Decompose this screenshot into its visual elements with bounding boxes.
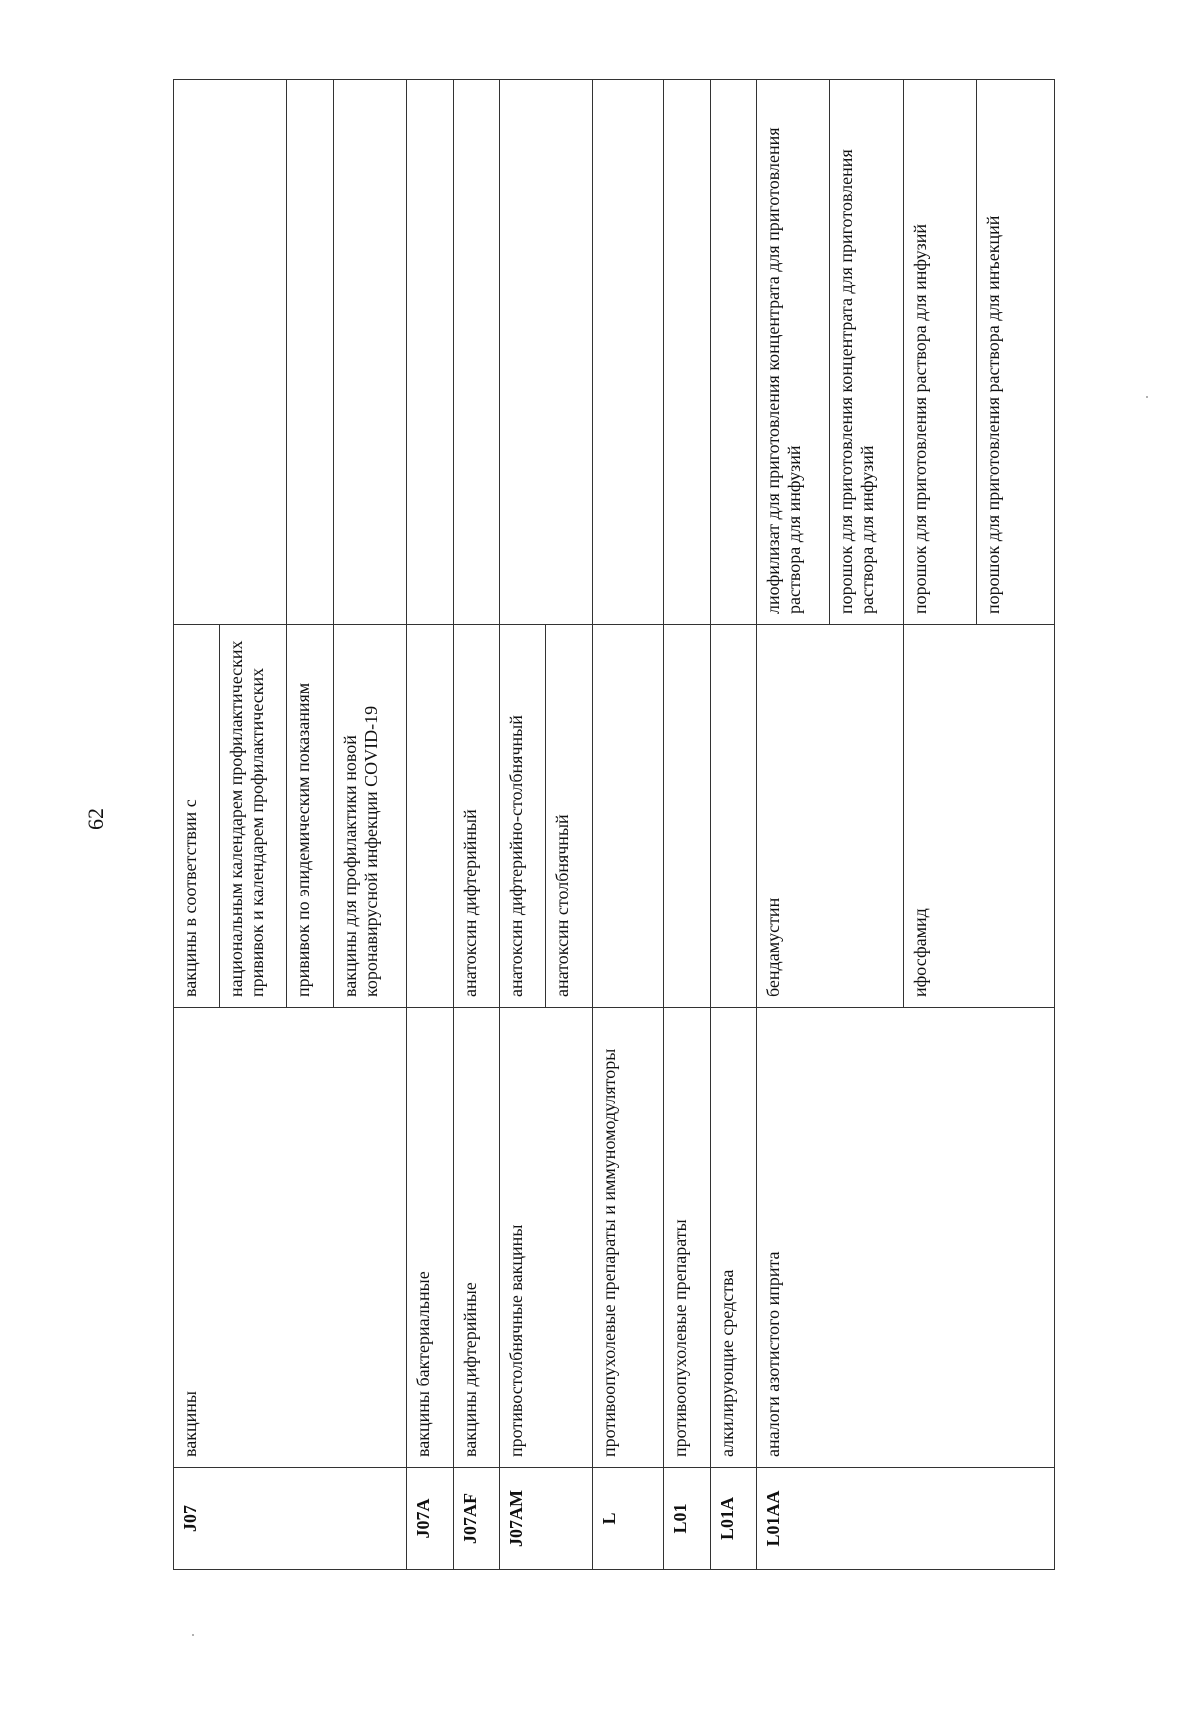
table-row bbox=[756, 80, 829, 1570]
page-number: 62 bbox=[83, 808, 108, 830]
atc-code-cell bbox=[287, 1468, 333, 1570]
group-cell: алкилирующие средства bbox=[710, 1008, 756, 1468]
substance-cell: вакцины для профилактики новой коронавирусной инфекции COVID-19 bbox=[333, 625, 406, 1008]
table-row bbox=[500, 80, 546, 1570]
table-row bbox=[903, 80, 976, 1570]
form-cell: лиофилизат для приготовления концентрата для приготовления раствора для инфузий bbox=[756, 80, 829, 625]
substance-cell bbox=[664, 625, 710, 1008]
form-cell bbox=[407, 80, 453, 625]
table-row bbox=[977, 80, 1055, 1570]
table-row bbox=[287, 80, 333, 1570]
atc-code-cell bbox=[903, 1468, 976, 1570]
table-row bbox=[220, 80, 287, 1570]
substance-cell bbox=[830, 625, 903, 1008]
group-cell: противоопухолевые препараты bbox=[664, 1008, 710, 1468]
substance-cell bbox=[977, 625, 1055, 1008]
form-cell bbox=[174, 80, 220, 625]
substance-cell: национальным календарем профилактических прививок и календарем профилактических bbox=[220, 625, 287, 1008]
substance-cell: вакцины в соответствии с bbox=[174, 625, 220, 1008]
form-cell: порошок для приготовления концентрата для приготовления раствора для инфузий bbox=[830, 80, 903, 625]
form-cell bbox=[500, 80, 546, 625]
atc-code-cell bbox=[220, 1468, 287, 1570]
atc-code-cell bbox=[977, 1468, 1055, 1570]
drug-table bbox=[173, 79, 1055, 1570]
form-cell bbox=[710, 80, 756, 625]
table-row bbox=[592, 80, 663, 1570]
atc-code-cell: J07A bbox=[407, 1468, 453, 1570]
form-cell bbox=[664, 80, 710, 625]
form-cell bbox=[546, 80, 592, 625]
group-cell bbox=[903, 1008, 976, 1468]
atc-code-cell bbox=[830, 1468, 903, 1570]
substance-cell: анатоксин столбнячный bbox=[546, 625, 592, 1008]
form-cell: порошок для приготовления раствора для инъекций bbox=[977, 80, 1055, 625]
table-row bbox=[407, 80, 453, 1570]
scan-speck bbox=[1146, 396, 1148, 398]
form-cell bbox=[287, 80, 333, 625]
group-cell bbox=[830, 1008, 903, 1468]
group-cell bbox=[546, 1008, 592, 1468]
group-cell: вакцины дифтерийные bbox=[453, 1008, 499, 1468]
group-cell: вакцины bbox=[174, 1008, 220, 1468]
atc-code-cell: L01 bbox=[664, 1468, 710, 1570]
table-row bbox=[333, 80, 406, 1570]
group-cell: аналоги азотистого иприта bbox=[756, 1008, 829, 1468]
table-row bbox=[546, 80, 592, 1570]
group-cell bbox=[333, 1008, 406, 1468]
group-cell bbox=[220, 1008, 287, 1468]
atc-code-cell bbox=[546, 1468, 592, 1570]
atc-code-cell: J07AF bbox=[453, 1468, 499, 1570]
substance-cell: анатоксин дифтерийно-столбнячный bbox=[500, 625, 546, 1008]
substance-cell bbox=[407, 625, 453, 1008]
group-cell: вакцины бактериальные bbox=[407, 1008, 453, 1468]
group-cell: противоопухолевые препараты и иммуномодуляторы bbox=[592, 1008, 663, 1468]
form-cell bbox=[220, 80, 287, 625]
scan-speck bbox=[192, 1634, 194, 1636]
substance-cell: бендамустин bbox=[756, 625, 829, 1008]
form-cell bbox=[333, 80, 406, 625]
atc-code-cell: L01A bbox=[710, 1468, 756, 1570]
substance-cell: анатоксин дифтерийный bbox=[453, 625, 499, 1008]
group-cell bbox=[977, 1008, 1055, 1468]
form-cell: порошок для приготовления раствора для инфузий bbox=[903, 80, 976, 625]
substance-cell: прививок по эпидемическим показаниям bbox=[287, 625, 333, 1008]
form-cell bbox=[453, 80, 499, 625]
atc-code-cell: J07 bbox=[174, 1468, 220, 1570]
table-row bbox=[174, 80, 220, 1570]
form-cell bbox=[592, 80, 663, 625]
table-row bbox=[453, 80, 499, 1570]
table-row bbox=[664, 80, 710, 1570]
atc-code-cell: L bbox=[592, 1468, 663, 1570]
group-cell: противостолбнячные вакцины bbox=[500, 1008, 546, 1468]
substance-cell bbox=[710, 625, 756, 1008]
table-row bbox=[830, 80, 903, 1570]
rotated-table-container bbox=[173, 80, 1055, 1570]
substance-cell bbox=[592, 625, 663, 1008]
atc-code-cell: L01AA bbox=[756, 1468, 829, 1570]
atc-code-cell bbox=[333, 1468, 406, 1570]
substance-cell: ифосфамид bbox=[903, 625, 976, 1008]
table-row bbox=[710, 80, 756, 1570]
atc-code-cell: J07AM bbox=[500, 1468, 546, 1570]
group-cell bbox=[287, 1008, 333, 1468]
